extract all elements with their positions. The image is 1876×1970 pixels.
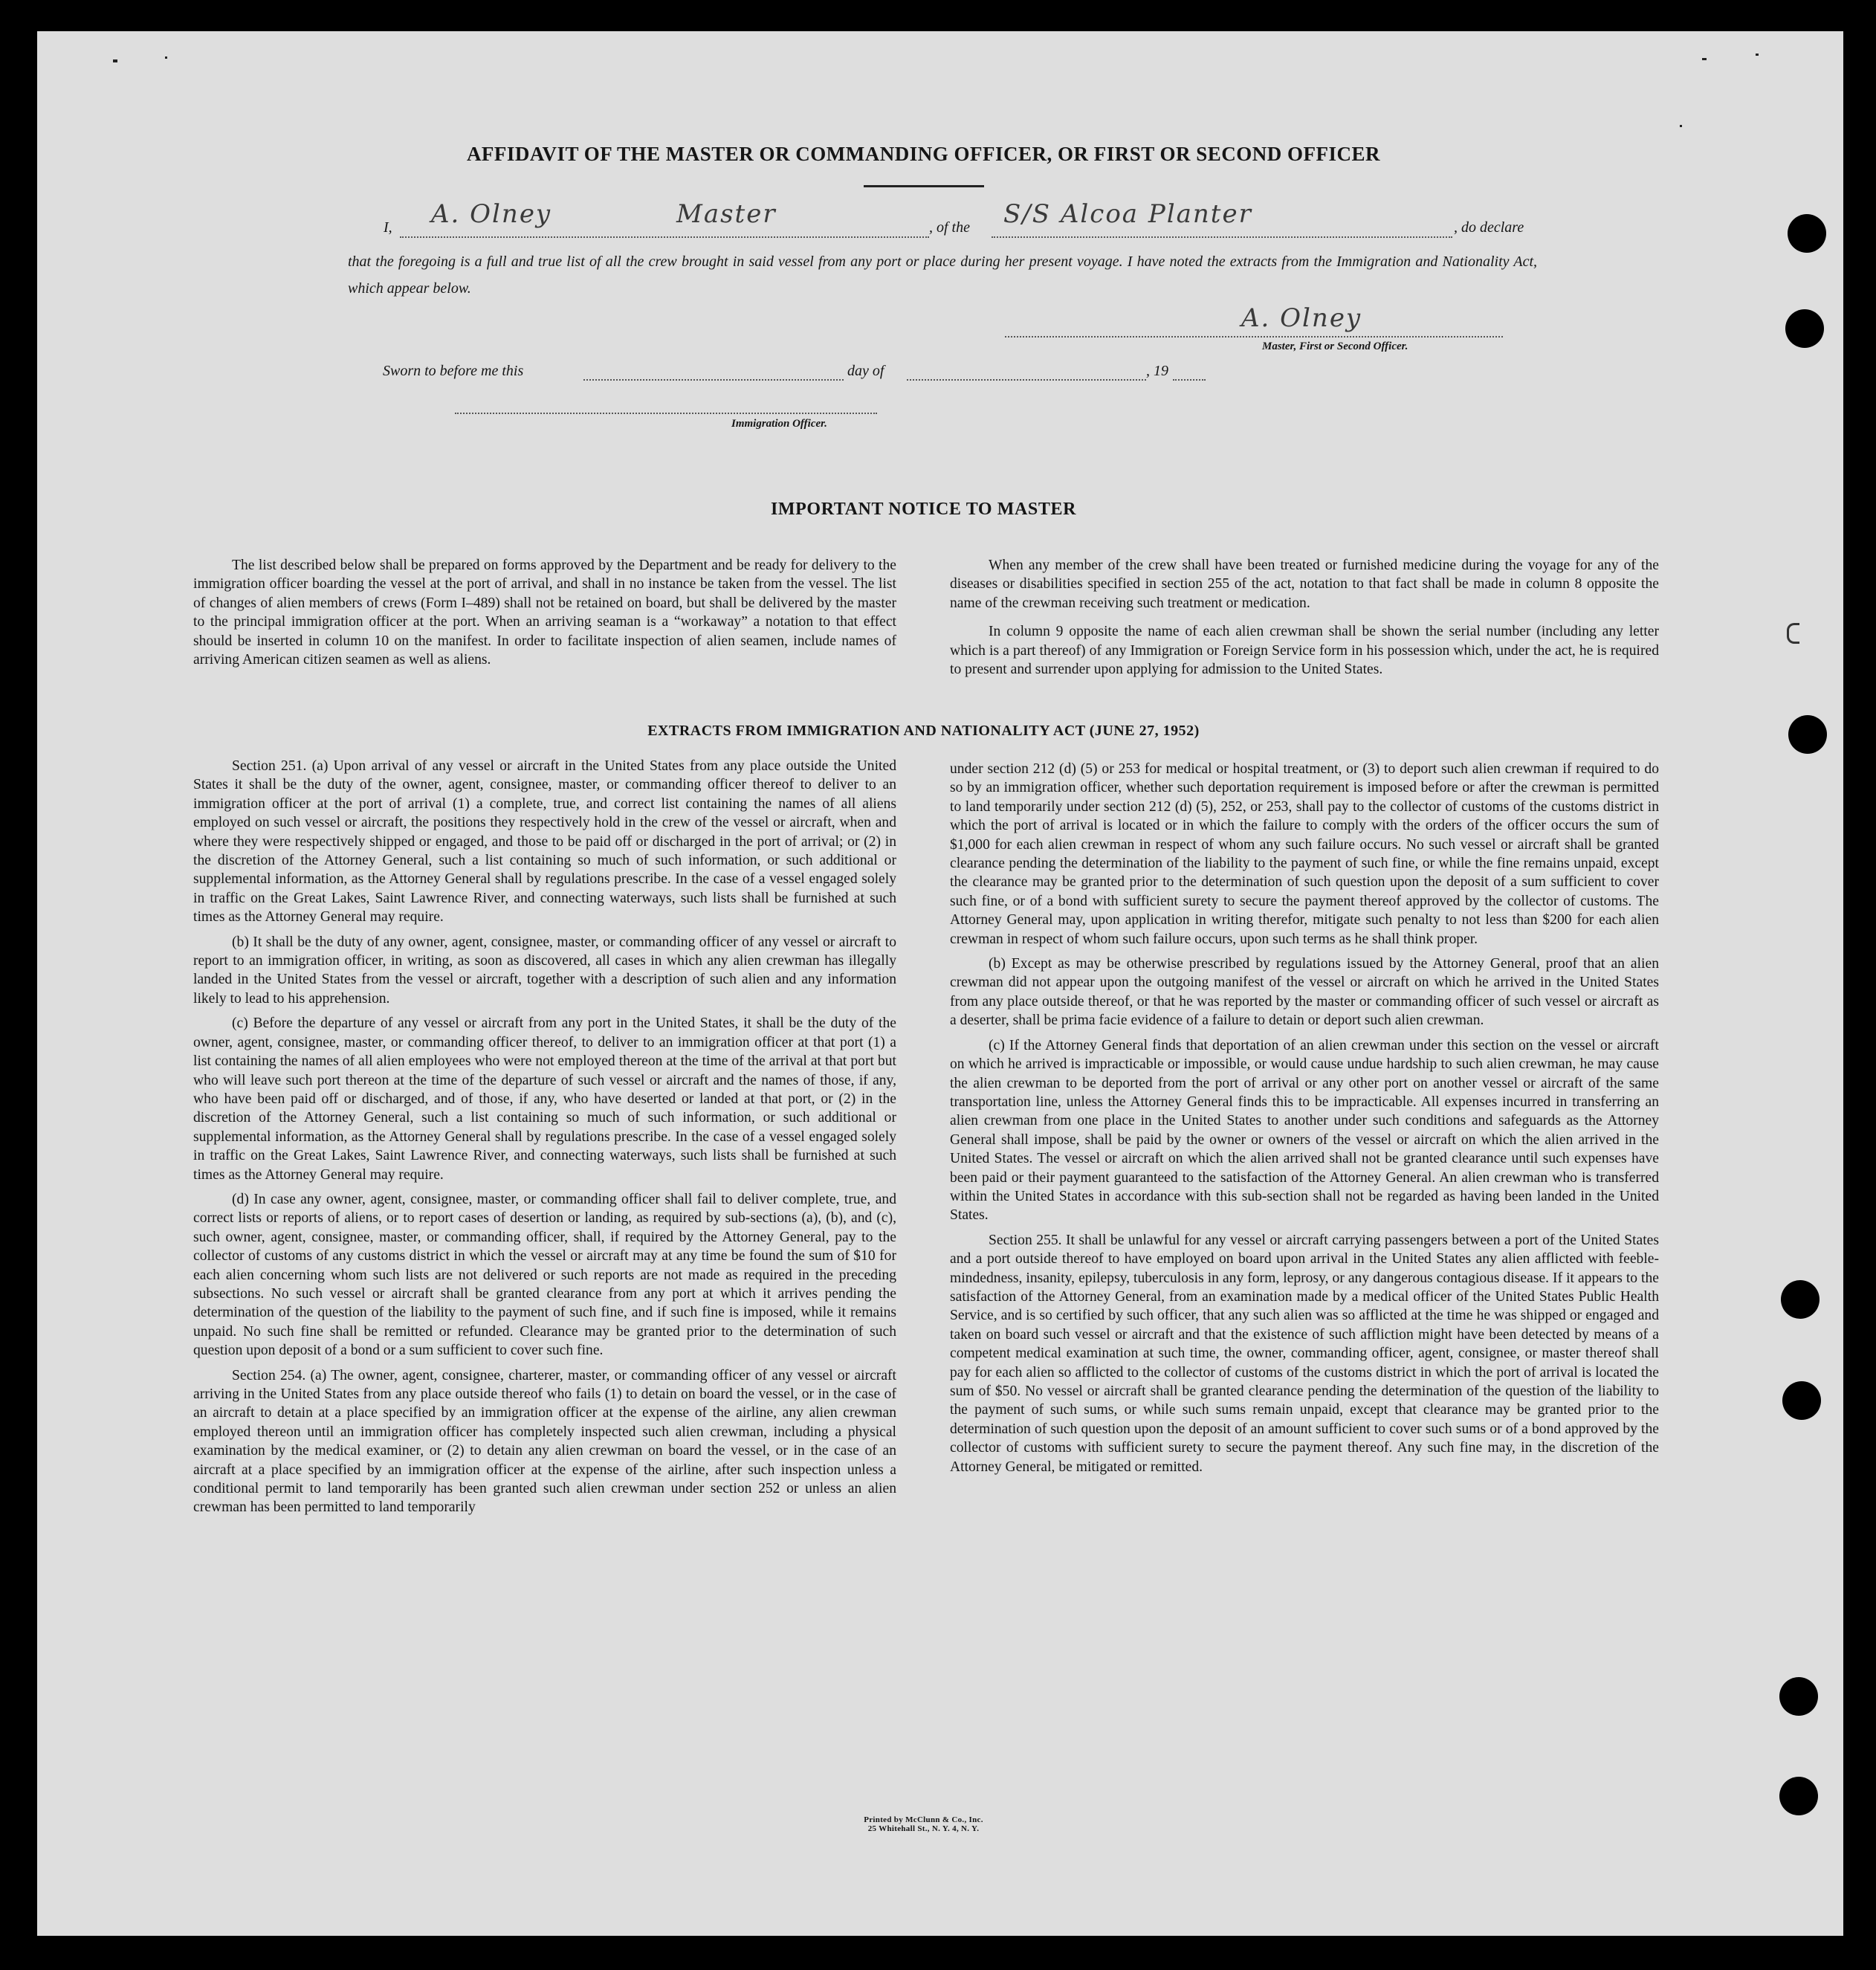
printer-line-2: 25 Whitehall St., N. Y. 4, N. Y. xyxy=(867,1824,980,1833)
day-of-label: day of xyxy=(847,363,884,379)
handwritten-signature: A. Olney xyxy=(1241,303,1362,333)
binder-hole xyxy=(1781,1280,1820,1319)
binder-hole xyxy=(1788,214,1826,253)
sworn-day-line xyxy=(583,379,844,381)
do-declare-label: , do declare xyxy=(1454,219,1524,236)
signature-line xyxy=(1005,336,1503,338)
year-label: , 19 xyxy=(1146,363,1168,379)
binder-hole xyxy=(1782,1381,1821,1420)
sworn-month-line xyxy=(907,379,1146,381)
extracts-title: EXTRACTS FROM IMMIGRATION AND NATIONALITY ACT (JUNE 27, 1952) xyxy=(647,723,1200,739)
extract-paragraph: (c) Before the departure of any vessel or aircraft from any port in the United States, it shall be the duty of the owner, agent, consignee, master, or commanding officer thereof, to deliver to an immigration officer at that port (1) a list containing the names of all alien employees who were not employed thereon at the time of the arrival at that port but who will leave such port thereon at the time of the departure of such vessel or aircraft and the names of those, if any, who have been paid off or discharged, and of those, if any, who have deserted or landed at that port, or (2) in the discretion of the Attorney General, such a list containing so much of such information, or such additional or supplemental information, as the Attorney General shall by regulations prescribe. In the case of a vessel engaged solely in traffic on the Great Lakes, Saint Lawrence River, and connecting waterways, such lists shall be furnished at such times as the Attorney General may require. xyxy=(193,1015,896,1183)
scan-speck xyxy=(165,56,167,59)
affidavit-title: AFFIDAVIT OF THE MASTER OR COMMANDING OFFICER, OR FIRST OR SECOND OFFICER xyxy=(466,143,1381,165)
scan-speck xyxy=(1702,58,1707,60)
extracts-left-column xyxy=(193,757,896,1523)
form-page xyxy=(37,31,1843,1936)
extract-paragraph: Section 251. (a) Upon arrival of any vessel or aircraft in the United States from any place outside the United States it shall be the duty of the owner, agent, consignee, master, or commanding officer thereof to deliver to an immigration officer at the port of arrival (1) a complete, true, and correct list containing the names of all aliens employed on such vessel or aircraft, the positions they respectively hold in the crew of the vessel or aircraft, when and where they were respectively shipped or engaged, and those to be paid off or discharged in the port of arrival; or (2) in the discretion of the Attorney General, such a list containing so much of such information, or such additional or supplemental information, as the Attorney General shall by regulations prescribe. In the case of a vessel engaged solely in traffic on the Great Lakes, Saint Lawrence River, and connecting waterways, such lists shall be furnished at such times as the Attorney General may require. xyxy=(193,758,896,926)
notice-left-column xyxy=(193,556,896,679)
extract-paragraph: under section 212 (d) (5) or 253 for medical or hospital treatment, or (3) to deport such alien crewman if required to do so by an immigration officer, whether such deportation requirement is imposed before or after the crewman is permitted to land temporarily under section 212 (d) (5), 252, or 253, shall pay to the collector of customs of the customs district in which the port of arrival is located or in which the failure to comply with the orders of the officer occurs the sum of $1,000 for each alien crewman in respect of whom any such failure occurs. No such vessel or aircraft shall be granted clearance pending the determination of the liability to the payment of such fine, or while the fine remains unpaid, except the clearance may be granted prior to the determination of such question upon the deposit of a sum sufficient to cover such fine, or of a bond with sufficient surety to secure the payment thereof approved by the collector of customs. The Attorney General may, upon application in writing therefor, mitigate such penalty to not less than $200 for each alien crewman in respect of whom such failure occurs, upon such terms as he shall think proper. xyxy=(950,761,1659,947)
title-rule xyxy=(864,185,984,187)
extract-paragraph: Section 255. It shall be unlawful for any vessel or aircraft carrying passengers between a port of the United States and a port outside thereof to have employed on board upon arrival in the United States any alien afflicted with feeble-mindedness, insanity, epilepsy, tuberculosis in any form, leprosy, or any dangerous contagious disease. If it appears to the satisfaction of the Attorney General, from an examination made by a medical officer of the United States Public Health Service, and is so certified by such officer, that any such alien was so afflicted at the time he was shipped or engaged and taken on board such vessel or aircraft and that the existence of such affliction might have been detected by means of a competent medical examination at such time, the owner, commanding officer, agent, consignee, or master thereof shall pay for each alien so afflicted to the collector of customs of the customs district in which the port of arrival is located the sum of $50. No vessel or aircraft shall be granted clearance pending the determination of the question of the liability to the payment of such sums, or while such sums remain unpaid, except that clearance may be granted prior to the determination of such question upon the deposit of an amount sufficient to cover such sums or of a bond approved by the collector of customs with sufficient surety to secure the payment thereof. Any such fine may, in the discretion of the Attorney General, be mitigated or remitted. xyxy=(950,1232,1659,1475)
notice-right-paragraph-2: In column 9 opposite the name of each alien crewman shall be shown the serial number (including any letter which is a part thereof) of any Immigration or Foreign Service form in his possession which, under the act, he is required to present and surrender upon applying for admission to the United States. xyxy=(950,624,1659,678)
notice-right-paragraph-1: When any member of the crew shall have been treated or furnished medicine during the voyage for any of the diseases or disabilities specified in section 255 of the act, notation to that fact shall be made in column 8 opposite the name of the crewman receiving such treatment or medication. xyxy=(950,558,1659,611)
handwritten-rank: Master xyxy=(676,199,777,229)
notice-title: IMPORTANT NOTICE TO MASTER xyxy=(770,500,1077,519)
extracts-right-column xyxy=(950,760,1659,1482)
name-rank-line xyxy=(400,236,929,238)
extract-paragraph: (d) In case any owner, agent, consignee, master, or commanding officer shall fail to deliver complete, true, and correct lists or reports of aliens, or to report cases of desertion or landing, as required by sub-sections (a), (b), and (c), such owner, agent, consignee, master, or commanding officer, shall, if required by the Attorney General, pay to the collector of customs of any customs district in which the vessel or aircraft may at any time be found the sum of $10 for each alien concerning whom such lists are not delivered or such reports are not made as required in the preceding subsections. No such vessel or aircraft shall be granted clearance from any port at which it arrives pending the determination of the question of the liability to the payment of such fine, and if such fine is imposed, while it remains unpaid. No such fine shall be remitted or refunded. Clearance may be granted prior to the determination of such question upon deposit of a bond or a sum sufficient to cover such fine. xyxy=(193,1191,896,1359)
scan-mark xyxy=(1787,623,1799,644)
notice-left-paragraph: The list described below shall be prepared on forms approved by the Department and be ready for delivery to the immigration officer boarding the vessel at the port of arrival, and shall in no instance be taken from the vessel. The list of changes of alien members of crews (Form I–489) shall not be retained on board, but shall be delivered by the master to the principal immigration officer at the port. When an arriving seaman is a “workaway” a notation to that effect should be inserted in column 10 on the manifest. In order to facilitate inspection of alien seamen, include names of arriving American citizen seamen as well as aliens. xyxy=(193,558,896,668)
extract-paragraph: (b) It shall be the duty of any owner, agent, consignee, master, or commanding officer of any vessel or aircraft to report to an immigration officer, in writing, as soon as discovered, all cases in which any alien crewman has illegally landed in the United States from the vessel or aircraft, together with a description of such alien and any information likely to lead to his apprehension. xyxy=(193,934,896,1007)
extract-paragraph: (c) If the Attorney General finds that deportation of an alien crewman under this section on the vessel or aircraft on which he arrived is impracticable or impossible, or would cause undue hardship to such alien crewman, he may cause the alien crewman to be deported from the port of arrival or any other port on another vessel or aircraft of the same transportation line, unless the Attorney General finds this to be impracticable. All expenses incurred in transferring an alien crewman from one place in the United States to another under such conditions and safeguards as the Attorney General shall impose, shall be paid by the owner or owners of the vessel or aircraft on which the alien arrived in the United States. The vessel or aircraft on which the alien arrived shall not be granted clearance until such expenses have been paid or their payment guaranteed to the satisfaction of the Attorney General. An alien crewman who is transferred within the United States in accordance with this sub-section shall not be regarded as having been landed in the United States. xyxy=(950,1037,1659,1224)
handwritten-vessel: S/S Alcoa Planter xyxy=(1003,199,1252,229)
scan-speck xyxy=(1680,125,1682,127)
scan-speck xyxy=(1756,54,1759,56)
extract-paragraph: Section 254. (a) The owner, agent, consignee, charterer, master, or commanding officer of any vessel or aircraft arriving in the United States from any place outside thereof who fails (1) to detain on board the vessel, or in the case of an aircraft to detain at a place specified by an immigration officer at the expense of the airline, any alien crewman employed thereon until an immigration officer has completely inspected such alien crewman, including a physical examination by the medical examiner, or (2) to detain any alien crewman on board the vessel, or in the case of an aircraft at a place specified by an immigration officer at the expense of the airline, after such inspection unless a conditional permit to land temporarily has been granted such alien crewman under section 252 or unless an alien crewman has been permitted to land temporarily xyxy=(193,1367,896,1516)
vessel-line xyxy=(992,236,1452,238)
notice-right-column xyxy=(950,556,1659,688)
of-the-label: , of the xyxy=(929,219,970,236)
extract-paragraph: (b) Except as may be otherwise prescribed by regulations issued by the Attorney General, proof that an alien crewman did not appear upon the outgoing manifest of the vessel or aircraft on which he arrived in the United States from any place outside thereof, or that he was reported by the master or commanding officer of such vessel or aircraft as a deserter, shall be prima facie evidence of a failure to detain or deport such alien crewman. xyxy=(950,956,1659,1029)
i-label: I, xyxy=(384,219,392,236)
declaration-text: that the foregoing is a full and true list of all the crew brought in said vessel from any port or place during her present voyage. I have noted the extracts from the Immigration and Nationality Act, which appear below. xyxy=(348,253,1537,297)
binder-hole xyxy=(1785,309,1824,348)
printer-line-1: Printed by McClunn & Co., Inc. xyxy=(864,1815,983,1824)
officer-line xyxy=(455,413,877,414)
printer-imprint xyxy=(37,1815,1810,1833)
year-line xyxy=(1173,379,1206,381)
officer-caption: Immigration Officer. xyxy=(731,418,827,430)
scan-speck xyxy=(113,59,117,62)
binder-hole xyxy=(1779,1777,1818,1815)
handwritten-name: A. Olney xyxy=(431,199,552,229)
binder-hole xyxy=(1788,715,1827,754)
sworn-label: Sworn to before me this xyxy=(383,363,524,379)
signature-caption: Master, First or Second Officer. xyxy=(1262,340,1408,352)
binder-hole xyxy=(1779,1677,1818,1716)
